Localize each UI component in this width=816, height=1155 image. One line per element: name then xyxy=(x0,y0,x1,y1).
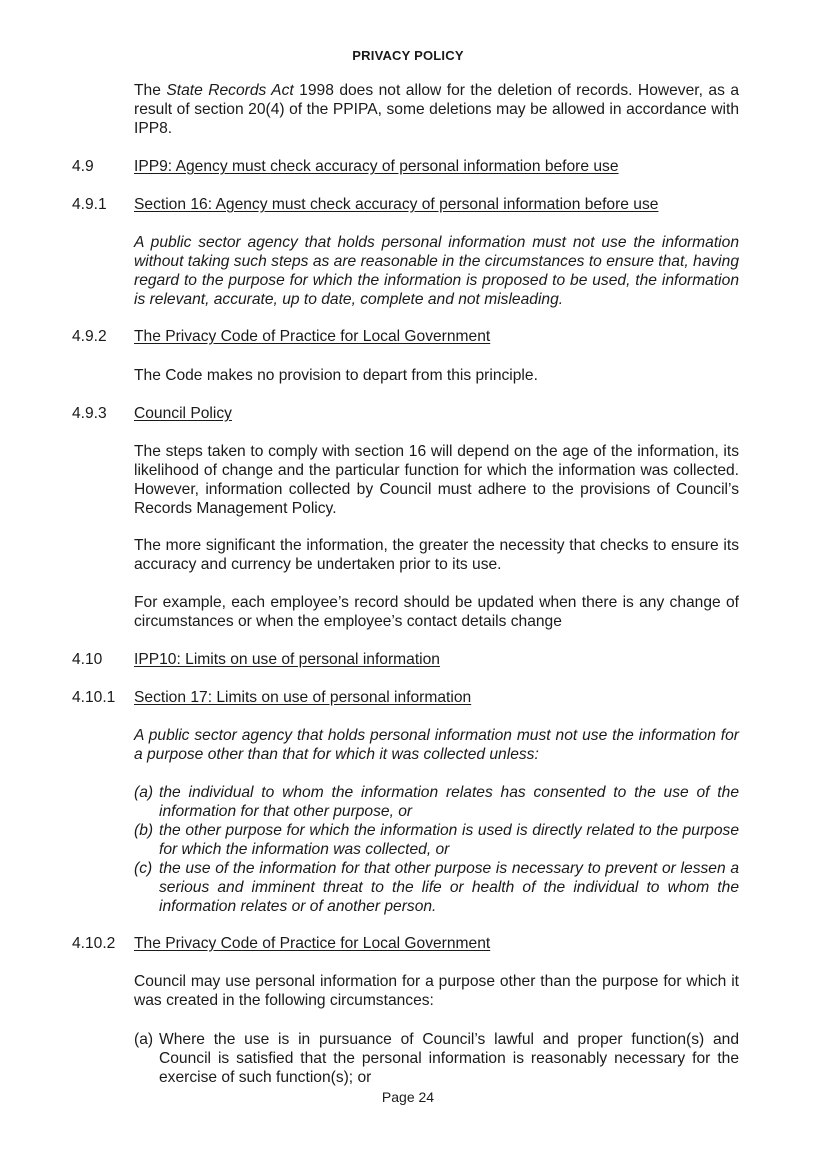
section-number-4-9: 4.9 xyxy=(72,158,94,175)
section-number-4-10-2: 4.10.2 xyxy=(72,935,116,952)
code-provision-paragraph: The Code makes no provision to depart from this principle. xyxy=(134,367,538,384)
council-policy-paragraph-2: The more significant the information, the greater the necessity that checks to ensure its accuracy and currency be undertaken prior to its use. xyxy=(134,537,739,573)
list-item xyxy=(134,783,739,821)
section-number-4-10-1: 4.10.1 xyxy=(72,689,116,706)
list-item xyxy=(134,1030,739,1087)
section-17-quote: A public sector agency that holds personal information must not use the information for a purpose other than that for which it was collected unless: xyxy=(134,727,739,763)
section-heading-4-9-2: The Privacy Code of Practice for Local Government xyxy=(134,328,491,345)
section-heading-4-9: IPP9: Agency must check accuracy of personal information before use xyxy=(134,158,619,175)
section-heading-4-9-3: Council Policy xyxy=(134,405,232,422)
intro-text-pre: The xyxy=(134,82,167,99)
list-item-label: (a) xyxy=(134,784,154,801)
page-number: Page 24 xyxy=(381,1089,435,1105)
page-header-title: PRIVACY POLICY xyxy=(352,48,464,63)
list-item-label: (b) xyxy=(134,822,154,839)
section-number-4-10: 4.10 xyxy=(72,651,103,668)
council-policy-paragraph-1: The steps taken to comply with section 16 will depend on the age of the information, its likelihood of change and the particular function for which the information was collected. However, information collected by Council must adhere to the provisions of Council’s Records Management Policy. xyxy=(134,443,739,517)
list-item-label: (c) xyxy=(134,860,153,877)
intro-act-name: State Records Act xyxy=(166,82,294,99)
list-item-text: the other purpose for which the information is used is directly related to the purpose for which the information was collected, or xyxy=(159,822,739,858)
section-number-4-9-2: 4.9.2 xyxy=(72,328,107,345)
section-heading-4-10-2: The Privacy Code of Practice for Local Government xyxy=(134,935,491,952)
code-use-paragraph: Council may use personal information for a purpose other than the purpose for which it was created in the following circumstances: xyxy=(134,973,739,1009)
section-number-4-9-3: 4.9.3 xyxy=(72,405,107,422)
list-item xyxy=(134,821,739,859)
section-heading-4-10: IPP10: Limits on use of personal information xyxy=(134,651,440,668)
section-number-4-9-1: 4.9.1 xyxy=(72,196,107,213)
council-policy-paragraph-3: For example, each employee’s record should be updated when there is any change of circumstances or when the employee’s contact details change xyxy=(134,594,739,630)
list-item-text: the individual to whom the information relates has consented to the use of the information for that other purpose, or xyxy=(159,784,739,820)
list-item-text: Where the use is in pursuance of Council’s lawful and proper function(s) and Council is satisfied that the personal information is reasonably necessary for the exercise of such function(s); or xyxy=(159,1031,739,1086)
section-heading-4-10-1: Section 17: Limits on use of personal information xyxy=(134,689,472,706)
list-item xyxy=(134,859,739,916)
section-heading-4-9-1: Section 16: Agency must check accuracy of personal information before use xyxy=(134,196,659,213)
list-item-text: the use of the information for that other purpose is necessary to prevent or lessen a serious and imminent threat to the life or health of the individual to whom the information relates or of another person. xyxy=(159,860,739,915)
list-item-label: (a) xyxy=(134,1031,154,1048)
intro-text-post: 1998 does not allow for the deletion of records. However, as a result of section 20(4) of the PPIPA, some deletions may be allowed in accordance with IPP8. xyxy=(134,82,740,137)
intro-paragraph xyxy=(134,81,739,138)
section-16-quote: A public sector agency that holds personal information must not use the information without taking such steps as are reasonable in the circumstances to ensure that, having regard to the purpose for which the information is proposed to be used, the information is relevant, accurate, up to date, complete and not misleading. xyxy=(134,234,739,308)
